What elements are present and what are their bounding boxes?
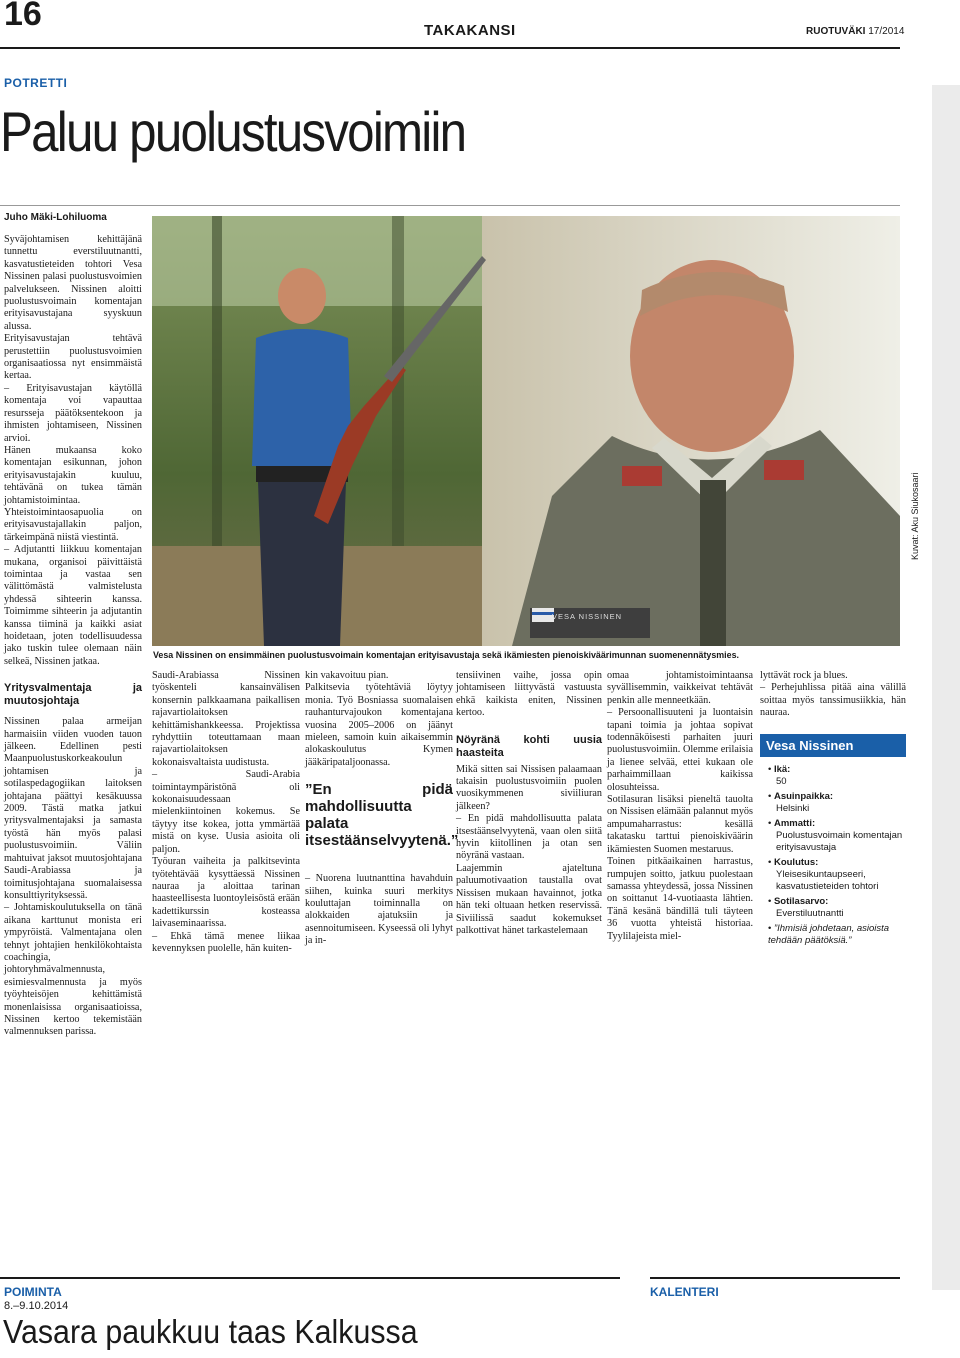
- fact-item: • Sotilasarvo: Everstiluutnantti: [768, 896, 904, 920]
- page-number: 16: [4, 0, 42, 33]
- feature-paragraph: Erityisavustajan tehtävä perustettiin puolustusvoimien organisaatiossa nyt ensimmäistä kertaa.: [4, 333, 142, 382]
- feature-photo: [152, 216, 900, 646]
- publication-name: RUOTUVÄKI: [806, 26, 866, 37]
- feature-paragraph: – En pidä mahdollisuutta palata itsestäänselvyytenä, vaan olen siitä hyvin kiitollinen ja otan sen nöyränä vastaan.: [456, 813, 602, 862]
- feature-column-4: [456, 670, 602, 937]
- feature-kicker: POTRETTI: [4, 76, 68, 90]
- fact-box: [760, 734, 906, 944]
- headline-rule: [0, 205, 900, 206]
- fact-item: • Asuinpaikka: Helsinki: [768, 791, 904, 815]
- feature-paragraph: Sotilasuran lisäksi pieneltä tauolta on Nissisen elämään palannut myös ampumaharrastus: kesällä takatasku tarttui pienoiskiväärin ikämiesten Suomen mestaruus.: [607, 794, 753, 855]
- fact-item: • Ammatti: Puolustusvoimain komentajan erityisavustaja: [768, 818, 904, 854]
- fact-item: • Ikä: 50: [768, 764, 904, 788]
- feature-column-2: [152, 670, 300, 955]
- feature-paragraph: – Saudi-Arabia toimintaympäristönä oli kokonaisuudessaan mielenkiintoinen kokemus. Se täytyy itse kokea, jotta ymmärtää mistä on kyse. Uusia asioita oli paljon.: [152, 769, 300, 855]
- feature-column-6: [760, 670, 906, 720]
- feature-paragraph: – Erityisavustajan käytöllä komentaja voi vapauttaa resursseja päätöksentekoon ja ihmisten johtamiseen, Nissinen arvioi.: [4, 382, 142, 444]
- section-label: TAKAKANSI: [424, 22, 516, 39]
- feature-paragraph: – Ehkä tämä menee liikaa kevennyksen puolelle, hän kuiten-: [152, 930, 300, 954]
- auction-date: 8.–9.10.2014: [4, 1300, 69, 1312]
- feature-byline: Juho Mäki-Lohiluoma: [4, 212, 107, 223]
- subheading: Nöyränä kohti uusia haasteita: [456, 733, 602, 759]
- feature-paragraph: Mikä sitten sai Nissisen palaamaan takaisin puolustusvoimiin puolen vuosikymmenen siviiliuran jälkeen?: [456, 763, 602, 812]
- feature-paragraph: Hänen mukaansa koko komentajan esikunnan, johon erityisavustajakin kuuluu, tehtävänä on tukea tämän johtamistoimintaa. Yhteistoimintaosapuolia on erityisavustajallakin paljon, tärkeimpänä niistä viestintä.: [4, 444, 142, 543]
- feature-photo-credit: Kuvat: Aku Siukosaari: [910, 472, 920, 560]
- feature-paragraph: Syväjohtamisen kehittäjänä tunnettu everstiluutnantti, kasvatustieteiden tohtori Vesa Nissinen palasi puolustusvoimien palvelukseen. Nissinen aloitti puolustusvoimain komentajan erityisavustajana syyskuun alussa.: [4, 234, 142, 332]
- feature-paragraph: Saudi-Arabiassa Nissinen työskenteli kansainvälisen konsernin palkkaamana paikallisen rajavartiolaitoksen kehittämishankkeessa. Projektissa ryhdyttiin toteuttamaan maan rajavartiolaitoksen kokonaisvaltaista uudistusta.: [152, 670, 300, 768]
- feature-paragraph: Toinen pitkäaikainen harrastus, rumpujen soitto, jatkuu puolestaan samassa yhteydessä, jossa Nissinen on soittanut 14-vuotiaasta lähtien. Tänä kesänä bändillä tuli täyteen 36 vuotta yhteistä historiaa. Tyylilajeista miel-: [607, 856, 753, 942]
- bottom-section-rule: [0, 1277, 620, 1279]
- header-rule: [0, 47, 900, 49]
- issue-number: 17/2014: [868, 26, 905, 37]
- feature-paragraph: Palkitsevia työtehtäviä löytyy monia. Työ Bosniassa suomalaisen rauhanturvajoukon komentajana vuosina 2005–2006 on jäänyt mieleen, samoin kuin aikaisemmin alokaskoulutus Kymen jääkäripataljoonassa.: [305, 682, 453, 768]
- publication-label: [806, 26, 904, 37]
- auction-headline: Vasara paukkuu taas Kalkussa: [3, 1313, 418, 1350]
- feature-paragraph: tensiivinen vaihe, jossa opin johtamiseen liittyvästä vastuusta ehkä kaikista eniten, Nissinen kertoo.: [456, 670, 602, 719]
- bottom-preview: [0, 1354, 900, 1358]
- feature-column-3: [305, 670, 459, 948]
- feature-paragraph: lyttävät rock ja blues.: [760, 670, 848, 681]
- feature-paragraph: – Adjutantti liikkuu komentajan mukana, organisoi päivittäistä toimintaa ja vastaa sen välittömästä valmistelusta yhdessä sihteerin kanssa. Toimimme sihteerin ja adjutantin kanssa tiiminä ja kaikki asiat hoidetaan, joten todellisuudessa jako tuskin tulee olemaan näin selkeä, Nissinen jatkaa.: [4, 544, 142, 667]
- feature-paragraph: – Persoonallisuuteni ja luontaisin tapani toimia ja johtaa sopivat todennäköisesti parhaiten juuri puolustusvoimiin. Olemme erilaisia ja lienee selvää, ettei kukaan ole parhaimmillaan kaikissa olosuhteissa.: [607, 707, 753, 793]
- calendar-kicker: KALENTERI: [650, 1285, 719, 1299]
- feature-caption: Vesa Nissinen on ensimmäinen puolustusvoimain komentajan erityisavustaja sekä ikämiesten pienoiskiväärimunnan suomenennätysmies.: [153, 650, 739, 660]
- fact-item: • ”Ihmisiä johdetaan, asioista tehdään päätöksiä.”: [768, 923, 904, 947]
- feature-paragraph: – Perhejuhlissa pitää aina välillä soittaa myös tanssimusiikkia, hän nauraa.: [760, 682, 906, 719]
- feature-paragraph: kin vakavoituu pian.: [305, 670, 389, 681]
- calendar-rule: [650, 1277, 900, 1279]
- feature-column-5: [607, 670, 753, 943]
- fact-list: [768, 764, 904, 947]
- feature-paragraph: Laajemmin ajateltuna paluumotivaation taustalla ovat Nissisen mukaan havainnot, jotka hän teki oltuaan hetken reservissä. Siviilissä saadut kokemukset palkottivat hänet tarkastelemaan: [456, 862, 602, 936]
- feature-paragraph: Nissinen palaa armeijan harmaisiin viiden vuoden tauon jälkeen. Edellinen pesti Maanpuolustuskorkeakoulun johtamisen ja sotilaspedagogiikan laitoksen johtajana päättyi kesäkuussa 2009. Tästä matka jatkui yritysvalmentajaksi ja samasta työstä hän myös palasi puolustusvoimiin. Väliin mahtuivat jaksot muutosjohtajana Saudi-Arabiassa ja toimitusjohtajana suomalaisessa konsulttiyrityksessä.: [4, 716, 142, 901]
- feature-headline: Paluu puolustusvoimiin: [0, 100, 466, 163]
- side-margin-bar: [932, 85, 960, 1290]
- feature-column-1: [4, 234, 142, 1039]
- feature-paragraph: – Nuorena luutnanttina havahduin siihen, kuinka suuri merkitys kouluttajan toiminnalla on alokkaiden ajatuksiin ja asennoitumiseen. Kyseessä oli lyhyt ja in-: [305, 873, 453, 947]
- feature-paragraph: – Johtamiskoulutuksella on tänä aikana karttunut monista eri ympyröistä. Valmentajana olen tehnyt johtajien henkilökohtaista coachingia, johtoryhmävalmennusta, esimiesvalmennusta ja myös työyhteisöjen kehittämistä monenlaisissa organisaatioissa, Nissinen kertoo tekemistään valmennuksen parissa.: [4, 902, 142, 1038]
- feature-paragraph: Työuran vaiheita ja palkitsevinta työtehtävää kysyttäessä Nissinen nauraa ja aloittaa tarinan haasteellisesta luontoyleisöstä erään kadettikurssin kosteassa laivaseminaarissa.: [152, 856, 300, 930]
- feature-paragraph: omaa johtamistoimintaansa syvällisemmin, vaikkeivat tehtävät penkin alle menneetkään.: [607, 670, 753, 706]
- subheading: Yritysvalmentaja ja muutosjohtaja: [4, 682, 142, 708]
- fact-item: • Koulutus: Yleisesikuntaupseeri, kasvatustieteiden tohtori: [768, 857, 904, 893]
- fact-box-title: Vesa Nissinen: [760, 734, 906, 757]
- pull-quote: ”En pidä mahdollisuutta palata itsestäänselvyytenä.”: [305, 781, 459, 850]
- auction-kicker: POIMINTA: [4, 1285, 62, 1299]
- name-tag: VESA NISSINEN: [552, 612, 623, 621]
